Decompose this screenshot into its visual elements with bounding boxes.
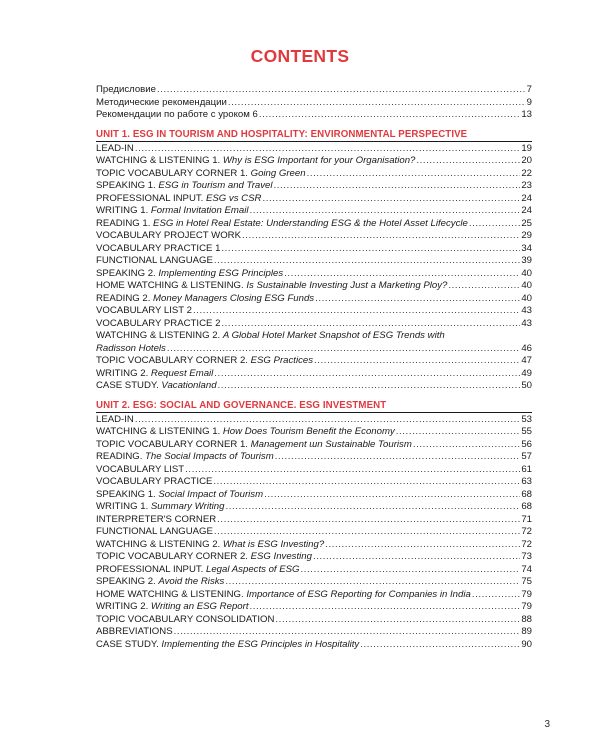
toc-entry-section: LEAD-IN	[96, 413, 134, 425]
toc-entry-section: WRITING 1.	[96, 501, 151, 512]
toc-entry-title: How Does Tourism Benefit the Economy	[222, 426, 395, 437]
toc-entry-title: Going Green	[250, 167, 306, 179]
dot-leader	[135, 143, 520, 156]
toc-page-number: 25	[521, 217, 532, 229]
dot-leader	[167, 343, 520, 356]
dot-leader	[185, 464, 520, 477]
dot-leader	[174, 626, 521, 639]
dot-leader	[264, 489, 520, 502]
toc-entry[interactable]	[96, 280, 532, 293]
dot-leader	[275, 614, 520, 627]
dot-leader	[314, 355, 520, 368]
toc-entry-label	[96, 268, 283, 281]
toc-entry-label	[96, 293, 314, 306]
dot-leader	[413, 439, 521, 452]
toc-page-number: 20	[521, 155, 532, 166]
toc-entry-title: ESG in Tourism and Travel	[158, 180, 273, 191]
toc-entry-title: A Global Hotel Market Snapshot of ESG Trends with	[222, 330, 445, 341]
toc-page-number: 49	[521, 367, 532, 379]
toc-page-number: 13	[521, 109, 532, 120]
toc-entry-section: SPEAKING 2.	[96, 267, 159, 279]
toc-entry-section: VOCABULARY PRACTICE	[96, 476, 213, 487]
toc-entry-label	[96, 439, 412, 452]
toc-entry-wrapped[interactable]	[96, 330, 532, 343]
toc-entry-section: WRITING 2.	[96, 367, 151, 379]
toc-entry-title: The Social Impacts of Tourism	[145, 451, 274, 462]
toc-entry-label	[96, 180, 273, 193]
toc-entry[interactable]	[96, 626, 532, 639]
toc-page-number: 79	[521, 601, 532, 612]
page-title: CONTENTS	[250, 46, 350, 66]
toc-page-number: 19	[521, 142, 532, 154]
toc-page-number: 47	[521, 355, 532, 366]
toc-entry-section: VOCABULARY PRACTICE 1	[96, 242, 221, 254]
toc-entry[interactable]	[96, 576, 532, 589]
toc-entry-label	[96, 97, 227, 110]
toc-entry[interactable]	[96, 155, 532, 168]
dot-leader	[360, 639, 520, 652]
toc-entry-section: READING 1.	[96, 217, 154, 229]
toc-page-number: 68	[521, 501, 532, 512]
toc-entry[interactable]	[96, 464, 532, 477]
dot-leader	[213, 476, 520, 489]
toc-entry-title: Writing an ESG Report	[150, 601, 249, 612]
dot-leader	[214, 255, 520, 268]
toc-entry-label	[96, 476, 212, 489]
toc-entry-label	[96, 426, 395, 439]
dot-leader	[193, 305, 520, 318]
toc-entry[interactable]	[96, 205, 532, 218]
toc-entry-section: VOCABULARY LIST	[96, 463, 185, 475]
toc-entry-label	[96, 589, 471, 602]
toc-page-number: 90	[521, 638, 532, 650]
toc-entry[interactable]	[96, 230, 532, 243]
toc-entry-label	[96, 368, 213, 381]
toc-entry-title: Money Managers Closing ESG Funds	[153, 292, 315, 304]
toc-entry-section: PROFESSIONAL INPUT.	[96, 563, 206, 575]
toc-entry-label	[96, 551, 312, 564]
dot-leader	[218, 380, 521, 393]
toc-page-number: 40	[521, 280, 532, 291]
toc-entry-title: Implementing ESG Principles	[158, 267, 284, 279]
toc-entry-title: Vacationland	[161, 380, 217, 391]
dot-leader	[416, 155, 520, 168]
toc-entry[interactable]	[96, 451, 532, 464]
toc-entry[interactable]	[96, 180, 532, 193]
toc-entry-label	[96, 343, 166, 356]
toc-entry[interactable]	[96, 368, 532, 381]
toc-entry-label	[96, 451, 274, 464]
dot-leader	[325, 539, 520, 552]
toc-entry-label	[96, 526, 213, 539]
toc-entry[interactable]	[96, 526, 532, 539]
toc-entry-section: SPEAKING 2.	[96, 576, 159, 587]
toc-entry[interactable]	[96, 489, 532, 502]
dot-leader	[214, 526, 520, 539]
toc-entry[interactable]	[96, 380, 532, 393]
toc-entry-label	[96, 639, 359, 652]
toc-entry-section: FUNCTIONAL LANGUAGE	[96, 526, 213, 537]
toc-entry-section: READING 2.	[96, 292, 154, 304]
dot-leader	[249, 601, 520, 614]
toc-page-number: 34	[521, 242, 532, 254]
toc-entry-title: ESG in Hotel Real Estate: Understanding ESG & the Hotel Asset Lifecycle	[153, 217, 468, 229]
toc-entry[interactable]	[96, 564, 532, 577]
toc-entry-section: SPEAKING 1.	[96, 488, 159, 500]
toc-entry[interactable]	[96, 514, 532, 527]
dot-leader	[157, 84, 526, 97]
dot-leader	[307, 168, 521, 181]
toc-entry-section: HOME WATCHING & LISTENING.	[96, 588, 247, 600]
toc-entry-label	[96, 168, 306, 181]
toc-page-number: 72	[521, 538, 532, 550]
toc-entry-section: TOPIC VOCABULARY CORNER 1.	[96, 438, 251, 450]
toc-entry-title: Management шn Sustainable Tourism	[250, 438, 412, 450]
toc-entry-title: Avoid the Risks	[158, 576, 225, 587]
dot-leader	[221, 318, 520, 331]
toc-entry-title: ESG vs CSR	[206, 192, 262, 204]
dot-leader	[284, 268, 520, 281]
toc-entry-wrapped-tail[interactable]	[96, 343, 532, 356]
toc-entry-label	[96, 84, 156, 97]
unit-2-heading: UNIT 2. ESG: SOCIAL AND GOVERNANCE. ESG INVESTMENT	[96, 399, 387, 411]
dot-leader	[259, 109, 520, 122]
unit-2-list	[96, 414, 532, 652]
toc-entry-title: Radisson Hotels	[96, 342, 166, 354]
toc-entry-label	[96, 109, 258, 122]
toc-entry[interactable]	[96, 293, 532, 306]
toc-entry[interactable]	[96, 551, 532, 564]
dot-leader	[472, 589, 521, 602]
front-matter-list	[96, 84, 532, 122]
unit-1-list	[96, 143, 532, 393]
toc-entry-section: ABBREVIATIONS	[96, 626, 173, 637]
page-number: 3	[544, 719, 550, 730]
toc-entry-title: What is ESG Investing?	[222, 538, 325, 550]
dot-leader	[313, 551, 520, 564]
toc-page-number: 72	[521, 526, 532, 537]
toc-entry-section: WATCHING & LISTENING 1.	[96, 426, 223, 437]
toc-page-number: 75	[521, 576, 532, 587]
dot-leader	[135, 414, 520, 427]
toc-page-number: 29	[521, 230, 532, 241]
toc-page-number: 89	[521, 626, 532, 637]
toc-entry[interactable]	[96, 639, 532, 652]
dot-leader	[225, 501, 520, 514]
toc-entry-section: WATCHING & LISTENING 2.	[96, 538, 223, 550]
toc-entry-section: HOME WATCHING & LISTENING.	[96, 280, 247, 291]
toc-page-number: 71	[521, 513, 532, 525]
dot-leader	[396, 426, 521, 439]
toc-page-number: 63	[521, 476, 532, 487]
toc-entry[interactable]	[96, 614, 532, 627]
dot-leader	[228, 97, 526, 110]
toc-entry-label	[96, 205, 248, 218]
toc-entry-label	[96, 614, 274, 627]
toc-entry-section: TOPIC VOCABULARY CORNER 1.	[96, 167, 251, 179]
toc-entry[interactable]	[96, 476, 532, 489]
toc-entry[interactable]	[96, 168, 532, 181]
unit-1-heading: UNIT 1. ESG IN TOURISM AND HOSPITALITY: ENVIRONMENTAL PERSPECTIVE	[96, 128, 468, 140]
toc-page-number: 61	[521, 463, 532, 475]
toc-entry-section: INTERPRETER'S CORNER	[96, 513, 217, 525]
toc-entry-title: Formal Invitation Email	[150, 205, 249, 216]
toc-page-number: 50	[521, 380, 532, 391]
toc-entry-label	[96, 255, 213, 268]
toc-page-number: 43	[521, 317, 532, 329]
toc-page-number: 68	[521, 488, 532, 500]
toc-entry-title: Implementing the ESG Principles in Hospitality	[161, 638, 360, 650]
toc-entry-title: ESG Practices	[250, 355, 314, 366]
dot-leader	[262, 193, 520, 206]
toc-entry-label	[96, 305, 192, 318]
toc-entry-section: Рекомендации по работе с уроком 6	[96, 109, 258, 120]
toc-entry-label	[96, 601, 248, 614]
toc-entry[interactable]	[96, 305, 532, 318]
toc-entry[interactable]	[96, 589, 532, 602]
toc-entry-label	[96, 539, 324, 552]
dot-leader	[274, 180, 521, 193]
toc-page-number: 40	[521, 267, 532, 279]
toc-page-number: 7	[526, 84, 532, 95]
dot-leader	[448, 280, 520, 293]
toc-page-number: 53	[521, 413, 532, 425]
toc-entry[interactable]	[96, 439, 532, 452]
toc-entry-section: LEAD-IN	[96, 142, 134, 154]
toc-entry[interactable]	[96, 255, 532, 268]
toc-page-number: 39	[521, 255, 532, 266]
toc-entry[interactable]	[96, 539, 532, 552]
toc-page-number: 24	[521, 192, 532, 204]
toc-entry-section: WRITING 1.	[96, 205, 151, 216]
toc-entry-label	[96, 218, 468, 231]
toc-entry-title: Request Email	[150, 367, 214, 379]
toc-entry[interactable]	[96, 414, 532, 427]
toc-entry-label	[96, 489, 263, 502]
toc-entry[interactable]	[96, 97, 532, 110]
toc-entry-title: Summary Writing	[150, 501, 225, 512]
toc-entry-label	[96, 576, 224, 589]
toc-entry-section: WATCHING & LISTENING 2.	[96, 330, 223, 341]
toc-page-number: 46	[521, 342, 532, 354]
toc-entry-section: CASE STUDY.	[96, 638, 162, 650]
toc-entry-section: READING.	[96, 451, 146, 462]
toc-entry[interactable]	[96, 243, 532, 256]
toc-entry-label	[96, 318, 220, 331]
toc-page-number: 73	[521, 551, 532, 562]
toc-entry[interactable]	[96, 109, 532, 122]
toc-entry[interactable]	[96, 143, 532, 156]
dot-leader	[301, 564, 521, 577]
toc-entry-section: FUNCTIONAL LANGUAGE	[96, 255, 213, 266]
toc-entry-section: Предисловие	[96, 84, 156, 95]
toc-entry-title: ESG Investing	[250, 551, 312, 562]
toc-entry-label	[96, 155, 415, 168]
toc-entry[interactable]	[96, 268, 532, 281]
toc-entry-section: TOPIC VOCABULARY CORNER 2.	[96, 355, 251, 366]
toc-entry-label	[96, 501, 224, 514]
toc-entry-section: WRITING 2.	[96, 601, 151, 612]
toc-page-number: 55	[521, 426, 532, 437]
toc-entry-label	[96, 230, 241, 243]
toc-entry[interactable]	[96, 426, 532, 439]
toc-entry[interactable]	[96, 193, 532, 206]
toc-entry-section: SPEAKING 1.	[96, 180, 159, 191]
toc-entry-label	[96, 564, 300, 577]
dot-leader	[217, 514, 520, 527]
toc-entry[interactable]	[96, 501, 532, 514]
toc-entry-title: Why is ESG Important for your Organisation?	[222, 155, 416, 166]
toc-entry-section: VOCABULARY PRACTICE 2	[96, 317, 221, 329]
toc-page-number: 74	[521, 563, 532, 575]
toc-entry-label	[96, 243, 220, 256]
toc-page-number: 43	[521, 305, 532, 316]
toc-entry-label	[96, 626, 173, 639]
toc-entry[interactable]	[96, 601, 532, 614]
toc-entry-label	[96, 193, 261, 206]
toc-entry-section: VOCABULARY LIST 2	[96, 305, 192, 316]
toc-entry-section: CASE STUDY.	[96, 380, 162, 391]
dot-leader	[242, 230, 520, 243]
toc-page-number: 56	[521, 438, 532, 450]
toc-entry-label	[96, 414, 134, 427]
toc-entry-label	[96, 380, 217, 393]
toc-entry[interactable]	[96, 355, 532, 368]
toc-page-number: 9	[526, 96, 532, 108]
toc-page-number: 57	[521, 451, 532, 462]
toc-entry-label	[96, 464, 184, 477]
toc-entry-label	[96, 355, 313, 368]
toc-entry[interactable]	[96, 84, 532, 97]
toc-entry-title: Importance of ESG Reporting for Companies in India	[246, 588, 471, 600]
dot-leader	[225, 576, 520, 589]
dot-leader	[275, 451, 521, 464]
dot-leader	[315, 293, 520, 306]
toc-entry-section: TOPIC VOCABULARY CONSOLIDATION	[96, 613, 275, 625]
unit-1-divider	[96, 141, 532, 142]
toc-entry-title: Social Impact of Tourism	[158, 488, 264, 500]
toc-page-number: 88	[521, 613, 532, 625]
toc-entry-title: Legal Aspects of ESG	[206, 563, 300, 575]
toc-page-number: 24	[521, 205, 532, 216]
dot-leader	[221, 243, 520, 256]
table-of-contents	[96, 84, 532, 651]
toc-entry-section: Методические рекомендации	[96, 96, 227, 108]
toc-entry-section: WATCHING & LISTENING 1.	[96, 155, 223, 166]
toc-page-number: 40	[521, 292, 532, 304]
toc-page-number: 79	[521, 588, 532, 600]
dot-leader	[214, 368, 520, 381]
toc-entry[interactable]	[96, 318, 532, 331]
toc-entry-label	[96, 280, 447, 293]
toc-entry[interactable]	[96, 218, 532, 231]
toc-entry-section: PROFESSIONAL INPUT.	[96, 192, 206, 204]
toc-entry-section: TOPIC VOCABULARY CORNER 2.	[96, 551, 251, 562]
unit-2-divider	[96, 412, 532, 413]
toc-entry-label	[96, 143, 134, 156]
dot-leader	[249, 205, 520, 218]
toc-page-number: 22	[521, 167, 532, 179]
toc-entry-section: VOCABULARY PROJECT WORK	[96, 230, 242, 241]
toc-entry-label	[96, 514, 216, 527]
toc-page-number: 23	[521, 180, 532, 191]
dot-leader	[469, 218, 520, 231]
toc-entry-title: Is Sustainable Investing Just a Marketing Ploy?	[246, 280, 448, 291]
